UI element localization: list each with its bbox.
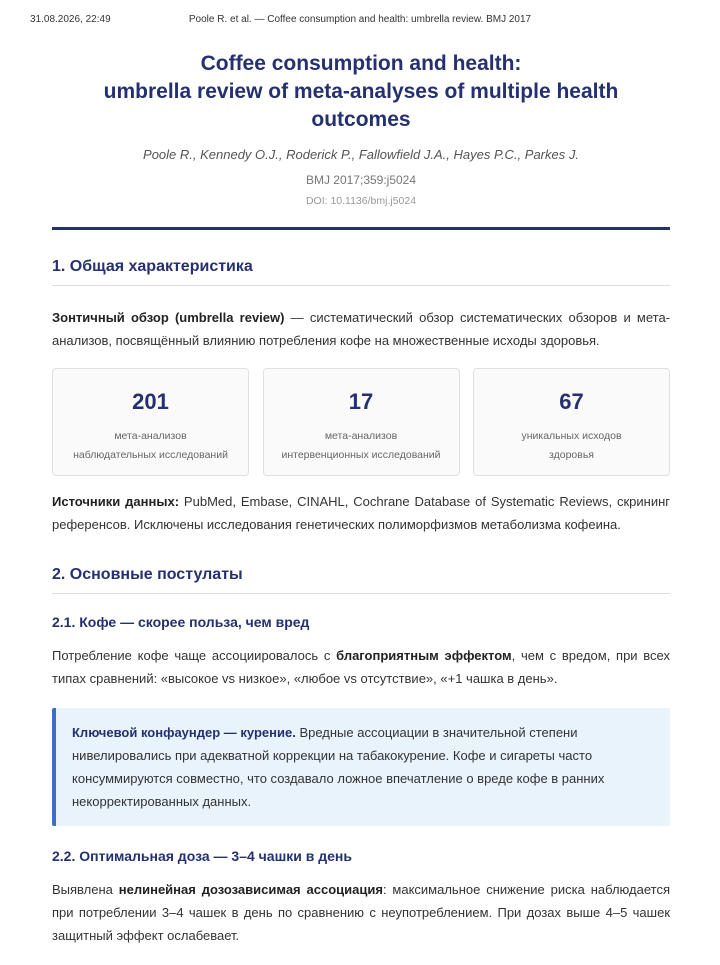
stat-card-observational [52,368,249,476]
stat-card-outcomes [473,368,670,476]
stat-label [474,427,669,465]
header-divider [52,227,670,230]
article-journal: BMJ 2017;359:j5024 [305,173,417,187]
stat-value: 67 [559,389,584,414]
stat-label [264,427,459,465]
stat-label-line2: интервенционных исследований [281,449,441,461]
callout-text [72,721,652,813]
stat-value: 201 [132,389,169,414]
stat-card-interventional [263,368,460,476]
document-page [52,50,670,947]
section1-intro-text: — систематический обзор систематических обзоров и мета-анализов, посвящённый влиянию потребления кофе на множественные исходы здоровья. [52,310,671,348]
stat-label-line2: здоровья [549,449,594,461]
callout-key-phrase: Ключевой конфаундер — курение. [72,725,296,740]
print-datetime: 31.08.2026, 22:49 [30,14,111,25]
subsection-2-1-text-start: Потребление кофе чаще ассоциировалось с [52,648,337,663]
section2-heading: 2. Основные постулаты [52,566,670,594]
stat-label-line2: наблюдательных исследований [73,449,228,461]
stats-row [52,368,670,476]
subsection-2-1-heading: 2.1. Кофе — скорее польза, чем вред [52,614,310,630]
nonlinear-dose-term: нелинейная дозозависимая ассоциация [118,882,383,897]
stat-label [53,427,248,465]
subsection-2-2-text-end: : максимальное снижение риска наблюдается при потреблении 3–4 чашек в день по сравнению с неупотреблением. При дозах выше 4–5 чашек защитный эффект ослабевает. [52,882,670,943]
article-title-line1: Coffee consumption and health: [200,52,522,75]
stat-label-line1: уникальных исходов [521,430,622,442]
stat-value: 17 [348,389,374,414]
stat-label-line1: мета-анализов [324,430,398,442]
subsection-2-2-text-start: Выявлена [52,882,119,897]
subsection-2-2-heading: 2.2. Оптимальная доза — 3–4 чашки в день [52,848,352,864]
subsection-2-2-text [52,878,670,947]
article-doi: DOI: 10.1136/bmj.j5024 [305,195,417,207]
data-sources-text: PubMed, Embase, CINAHL, Cochrane Database of Systematic Reviews, скрининг референсов. Исключены исследования генетических полиморфизмов метаболизма кофеина. [52,494,670,532]
subsection-2-1-text [52,644,670,690]
section1-heading: 1. Общая характеристика [52,258,670,286]
data-sources-label: Источники данных: [52,494,180,509]
print-source-title: Poole R. et al. — Coffee consumption and health: umbrella review. BMJ 2017 [188,14,532,25]
favorable-effect-term: благоприятным эффектом [336,648,512,663]
subsection-2-1-text-end: , чем с вредом, при всех типах сравнений: «высокое vs низкое», «любое vs отсутствие», «+1 чашка в день». [52,648,671,686]
section1-intro [52,306,670,352]
article-title-line2: umbrella review of meta-analyses of multiple health outcomes [103,80,619,131]
stat-label-line1: мета-анализов [114,430,187,442]
data-sources [52,490,670,536]
callout-body: Вредные ассоциации в значительной степени нивелировались при адекватной коррекции на табакокурение. Кофе и сигареты часто консуммируются совместно, что создавало ложное впечатление о вреде кофе в ранних некорректированных данных. [72,725,605,809]
article-title [52,50,670,134]
article-authors: Poole R., Kennedy O.J., Roderick P., Fallowfield J.A., Hayes P.C., Parkes J. [143,147,579,162]
smoking-confounder-callout [52,708,670,826]
umbrella-review-term: Зонтичный обзор (umbrella review) [52,310,285,325]
